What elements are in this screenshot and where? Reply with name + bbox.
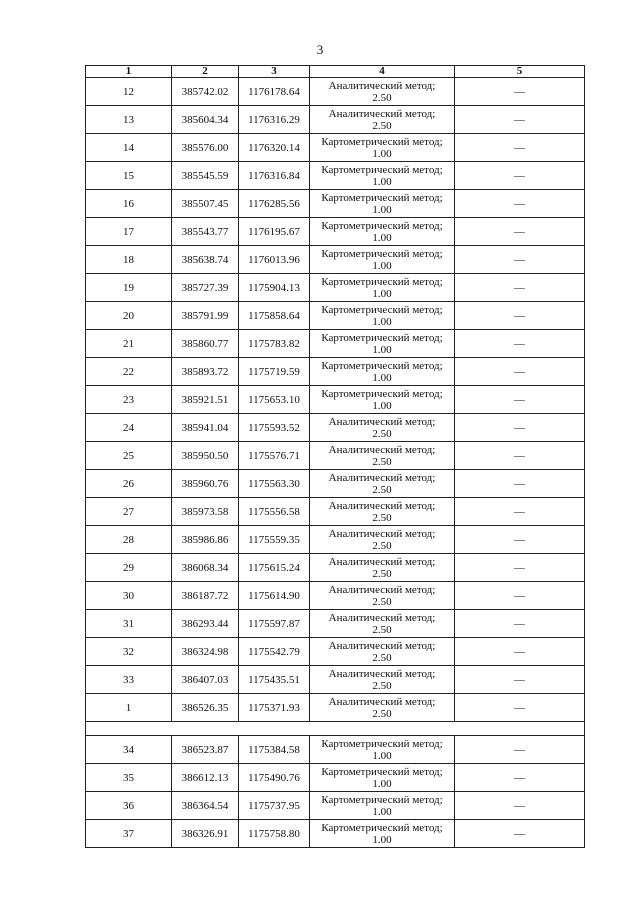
table-row [86,442,585,470]
x-coordinate-cell: 385950.50 [172,442,239,470]
point-number-cell: 35 [86,764,172,792]
method-name: Картометрический метод; [321,765,443,778]
method-accuracy: 2.50 [372,455,392,468]
col5-cell: — [455,358,585,386]
col5-cell: — [455,694,585,722]
col5-cell: — [455,470,585,498]
method-accuracy: 1.00 [372,259,392,272]
y-coordinate-cell: 1175653.10 [239,386,310,414]
point-number-cell: 16 [86,190,172,218]
method-name: Картометрический метод; [321,247,443,260]
col5-cell: — [455,820,585,848]
method-name: Аналитический метод; [328,499,436,512]
method-accuracy: 1.00 [372,749,392,762]
method-cell [310,554,455,582]
y-coordinate-cell: 1175371.93 [239,694,310,722]
method-accuracy: 2.50 [372,91,392,104]
point-number-cell: 32 [86,638,172,666]
y-coordinate-cell: 1175737.95 [239,792,310,820]
method-cell [310,134,455,162]
x-coordinate-cell: 386612.13 [172,764,239,792]
col5-cell: — [455,442,585,470]
y-coordinate-cell: 1175719.59 [239,358,310,386]
table-row [86,554,585,582]
point-number-cell: 34 [86,736,172,764]
method-accuracy: 2.50 [372,483,392,496]
col5-cell: — [455,792,585,820]
table-row [86,736,585,764]
method-accuracy: 2.50 [372,511,392,524]
method-name: Картометрический метод; [321,219,443,232]
point-number-cell: 37 [86,820,172,848]
method-accuracy: 2.50 [372,679,392,692]
method-cell [310,330,455,358]
x-coordinate-cell: 386068.34 [172,554,239,582]
table-row [86,470,585,498]
method-name: Картометрический метод; [321,793,443,806]
method-name: Картометрический метод; [321,191,443,204]
header-col-1: 1 [86,66,172,78]
y-coordinate-cell: 1176320.14 [239,134,310,162]
x-coordinate-cell: 386526.35 [172,694,239,722]
x-coordinate-cell: 385960.76 [172,470,239,498]
method-cell [310,190,455,218]
method-name: Аналитический метод; [328,107,436,120]
method-cell [310,582,455,610]
method-accuracy: 1.00 [372,343,392,356]
point-number-cell: 13 [86,106,172,134]
point-number-cell: 19 [86,274,172,302]
x-coordinate-cell: 386326.91 [172,820,239,848]
y-coordinate-cell: 1175615.24 [239,554,310,582]
table-row [86,274,585,302]
method-cell [310,442,455,470]
y-coordinate-cell: 1175542.79 [239,638,310,666]
method-name: Аналитический метод; [328,527,436,540]
method-cell [310,274,455,302]
point-number-cell: 25 [86,442,172,470]
col5-cell: — [455,554,585,582]
method-name: Аналитический метод; [328,639,436,652]
y-coordinate-cell: 1175783.82 [239,330,310,358]
method-name: Аналитический метод; [328,583,436,596]
method-accuracy: 1.00 [372,399,392,412]
y-coordinate-cell: 1175576.71 [239,442,310,470]
method-accuracy: 1.00 [372,371,392,384]
method-cell [310,218,455,246]
table-row [86,638,585,666]
method-name: Картометрический метод; [321,275,443,288]
table-row [86,162,585,190]
method-name: Аналитический метод; [328,611,436,624]
table-row [86,358,585,386]
point-number-cell: 1 [86,694,172,722]
header-col-4: 4 [310,66,455,78]
x-coordinate-cell: 385543.77 [172,218,239,246]
y-coordinate-cell: 1175597.87 [239,610,310,638]
method-accuracy: 1.00 [372,203,392,216]
table-row [86,414,585,442]
col5-cell: — [455,190,585,218]
table-row [86,498,585,526]
method-accuracy: 1.00 [372,777,392,790]
method-name: Картометрический метод; [321,387,443,400]
method-cell [310,162,455,190]
y-coordinate-cell: 1175559.35 [239,526,310,554]
y-coordinate-cell: 1176013.96 [239,246,310,274]
x-coordinate-cell: 385893.72 [172,358,239,386]
point-number-cell: 33 [86,666,172,694]
y-coordinate-cell: 1175904.13 [239,274,310,302]
x-coordinate-cell: 385507.45 [172,190,239,218]
coordinates-table [85,65,585,848]
x-coordinate-cell: 386523.87 [172,736,239,764]
table-row [86,386,585,414]
col5-cell: — [455,582,585,610]
x-coordinate-cell: 386187.72 [172,582,239,610]
method-cell [310,106,455,134]
y-coordinate-cell: 1175556.58 [239,498,310,526]
y-coordinate-cell: 1175563.30 [239,470,310,498]
col5-cell: — [455,414,585,442]
table-body [86,78,585,848]
y-coordinate-cell: 1175384.58 [239,736,310,764]
separator-row [86,722,585,736]
method-cell [310,386,455,414]
method-cell [310,610,455,638]
y-coordinate-cell: 1175435.51 [239,666,310,694]
x-coordinate-cell: 385791.99 [172,302,239,330]
point-number-cell: 31 [86,610,172,638]
page-number: 3 [316,42,324,57]
point-number-cell: 21 [86,330,172,358]
x-coordinate-cell: 386293.44 [172,610,239,638]
method-name: Картометрический метод; [321,135,443,148]
method-name: Аналитический метод; [328,555,436,568]
table-row [86,764,585,792]
method-accuracy: 1.00 [372,805,392,818]
table-row [86,302,585,330]
col5-cell: — [455,736,585,764]
method-cell [310,638,455,666]
method-cell [310,302,455,330]
point-number-cell: 12 [86,78,172,106]
method-cell [310,736,455,764]
table-row [86,526,585,554]
header-col-5: 5 [455,66,585,78]
method-accuracy: 2.50 [372,427,392,440]
method-accuracy: 1.00 [372,147,392,160]
point-number-cell: 14 [86,134,172,162]
method-cell [310,498,455,526]
table-row [86,134,585,162]
method-name: Аналитический метод; [328,667,436,680]
col5-cell: — [455,106,585,134]
method-accuracy: 1.00 [372,315,392,328]
y-coordinate-cell: 1175614.90 [239,582,310,610]
method-name: Аналитический метод; [328,415,436,428]
method-cell [310,78,455,106]
y-coordinate-cell: 1175593.52 [239,414,310,442]
point-number-cell: 36 [86,792,172,820]
point-number-cell: 17 [86,218,172,246]
method-cell [310,792,455,820]
y-coordinate-cell: 1176285.56 [239,190,310,218]
method-name: Картометрический метод; [321,163,443,176]
col5-cell: — [455,498,585,526]
y-coordinate-cell: 1175490.76 [239,764,310,792]
point-number-cell: 23 [86,386,172,414]
method-accuracy: 2.50 [372,539,392,552]
table-row [86,666,585,694]
point-number-cell: 24 [86,414,172,442]
col5-cell: — [455,134,585,162]
col5-cell: — [455,526,585,554]
method-accuracy: 2.50 [372,651,392,664]
method-accuracy: 1.00 [372,287,392,300]
table-row [86,330,585,358]
method-accuracy: 1.00 [372,833,392,846]
x-coordinate-cell: 385973.58 [172,498,239,526]
method-cell [310,246,455,274]
method-name: Аналитический метод; [328,79,436,92]
col5-cell: — [455,274,585,302]
y-coordinate-cell: 1176195.67 [239,218,310,246]
col5-cell: — [455,78,585,106]
col5-cell: — [455,666,585,694]
method-name: Аналитический метод; [328,471,436,484]
point-number-cell: 15 [86,162,172,190]
y-coordinate-cell: 1176316.84 [239,162,310,190]
x-coordinate-cell: 385604.34 [172,106,239,134]
table-row [86,190,585,218]
table-row [86,694,585,722]
col5-cell: — [455,162,585,190]
table-row [86,218,585,246]
point-number-cell: 20 [86,302,172,330]
method-accuracy: 2.50 [372,567,392,580]
table-header-row [86,66,585,78]
x-coordinate-cell: 386324.98 [172,638,239,666]
point-number-cell: 29 [86,554,172,582]
x-coordinate-cell: 385986.86 [172,526,239,554]
table-row [86,792,585,820]
x-coordinate-cell: 385921.51 [172,386,239,414]
table-row [86,78,585,106]
col5-cell: — [455,330,585,358]
col5-cell: — [455,386,585,414]
point-number-cell: 22 [86,358,172,386]
x-coordinate-cell: 385545.59 [172,162,239,190]
x-coordinate-cell: 385576.00 [172,134,239,162]
method-accuracy: 2.50 [372,119,392,132]
point-number-cell: 28 [86,526,172,554]
x-coordinate-cell: 385860.77 [172,330,239,358]
method-name: Картометрический метод; [321,331,443,344]
x-coordinate-cell: 385727.39 [172,274,239,302]
method-accuracy: 2.50 [372,623,392,636]
header-col-3: 3 [239,66,310,78]
x-coordinate-cell: 386407.03 [172,666,239,694]
x-coordinate-cell: 385941.04 [172,414,239,442]
method-cell [310,666,455,694]
table-row [86,106,585,134]
method-accuracy: 1.00 [372,175,392,188]
method-accuracy: 1.00 [372,231,392,244]
method-accuracy: 2.50 [372,595,392,608]
point-number-cell: 27 [86,498,172,526]
point-number-cell: 26 [86,470,172,498]
method-name: Картометрический метод; [321,821,443,834]
x-coordinate-cell: 385742.02 [172,78,239,106]
method-name: Картометрический метод; [321,303,443,316]
method-cell [310,820,455,848]
y-coordinate-cell: 1175858.64 [239,302,310,330]
method-cell [310,526,455,554]
method-name: Картометрический метод; [321,737,443,750]
method-name: Картометрический метод; [321,359,443,372]
col5-cell: — [455,302,585,330]
x-coordinate-cell: 385638.74 [172,246,239,274]
x-coordinate-cell: 386364.54 [172,792,239,820]
method-name: Аналитический метод; [328,695,436,708]
method-cell [310,358,455,386]
table-row [86,582,585,610]
header-col-2: 2 [172,66,239,78]
col5-cell: — [455,218,585,246]
method-name: Аналитический метод; [328,443,436,456]
col5-cell: — [455,764,585,792]
separator-cell [86,722,585,736]
method-cell [310,470,455,498]
method-accuracy: 2.50 [372,707,392,720]
y-coordinate-cell: 1176316.29 [239,106,310,134]
col5-cell: — [455,638,585,666]
table-row [86,246,585,274]
col5-cell: — [455,246,585,274]
table-row [86,820,585,848]
method-cell [310,764,455,792]
method-cell [310,694,455,722]
y-coordinate-cell: 1175758.80 [239,820,310,848]
point-number-cell: 18 [86,246,172,274]
point-number-cell: 30 [86,582,172,610]
method-cell [310,414,455,442]
col5-cell: — [455,610,585,638]
y-coordinate-cell: 1176178.64 [239,78,310,106]
table-row [86,610,585,638]
